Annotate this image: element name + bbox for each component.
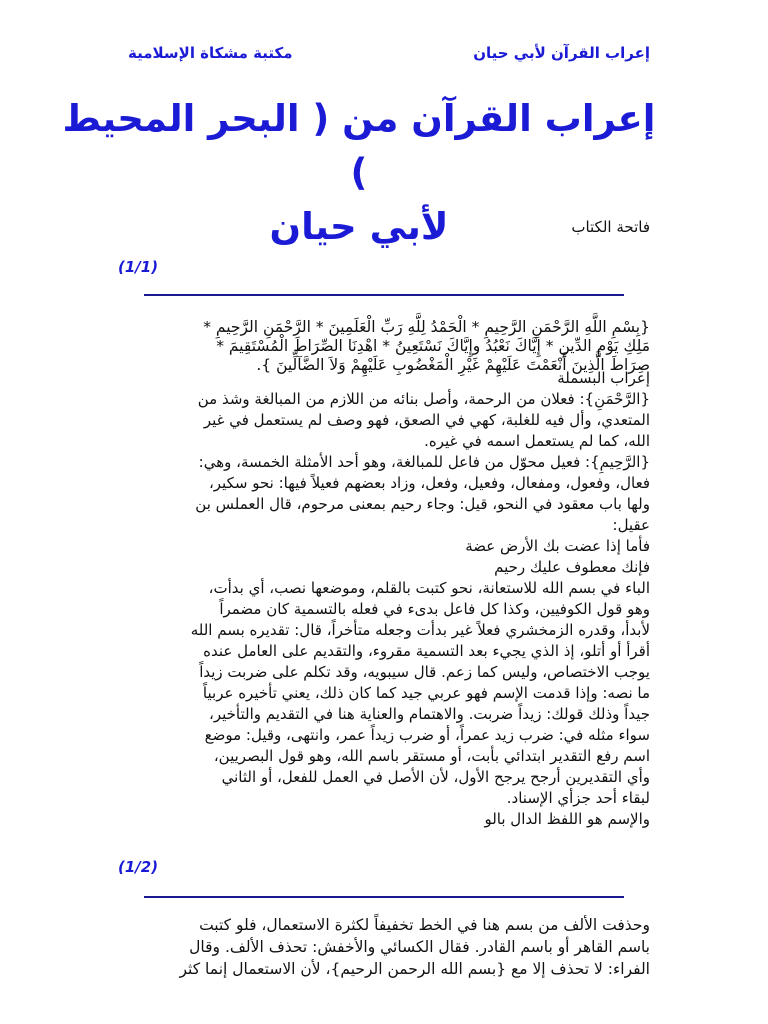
body-line: الله، كما لم يستعمل اسمه في غيره. [424,432,650,450]
verse-line: {بِسْمِ اللَّهِ الرَّحْمَنِ الرَّحِيمِ * الْحَمْدُ لِلَّهِ رَبِّ الْعَلَمِينَ * الرَّحْمَنِ الرَّحِيمِ * [203,318,650,336]
body-line: ولها باب معقود في النحو، قيل: وجاء رحيم بمعنى مرحوم، قال العملس بن [195,495,650,513]
page-divider-2 [144,896,624,898]
body-line: ما نصه: وإذا قدمت الإسم فهو عربي جيد كما كان ذلك، يعني تأخيره عربياً [202,684,650,702]
body-line: يوجب الاختصاص، وليس كما زعم. قال سيبويه، وقد تكلم على ضربت زيداً [199,663,650,681]
body-line: جيداً وذلك قولك: زيداً ضربت. والاهتمام والعناية هنا في التقديم والتأخير، [208,705,650,723]
body-line: لبقاء أحد جزأي الإسناد. [506,789,650,807]
page-number-2: (1/2) [118,858,159,876]
body-line: وهو قول الكوفيين، وكذا كل فاعل بدىء في فعله بالتسمية كان مضمراً [219,600,650,618]
running-header-library: مكتبة مشكاة الإسلامية [128,44,293,62]
section-heading-basmala: إعراب البسملة [557,369,650,387]
body-line: الباء في بسم الله للاستعانة، نحو كتبت بالقلم، وموضعها نصب، أي بدأت، [208,579,650,597]
book-title-line-2: لأبي حيان [269,205,449,248]
body-line: {الرَّحْمَنِ}: فعلان من الرحمة، وأصل بنائه من اللازم من المبالغة وشذ من [197,390,650,408]
body-line: فعال، وفعول، ومفعال، وفعيل، وفعل، وزاد بعضهم فعيلاً فيها: نحو سكير، [208,474,650,492]
body-line: سواء مثله في: ضرب زيد عمراً، أو ضرب زيداً عمر، وانتهى، وقيل: موضع [204,726,650,744]
commentary-continued [122,914,650,980]
body-line: باسم القاهر أو باسم القادر. فقال الكسائي والأخفش: تحذف الألف. وقال [189,938,650,956]
page-divider-1 [144,294,624,296]
poem-line: فأما إذا عضت بك الأرض عضة [465,537,650,555]
quran-verses-fatiha [122,318,650,375]
body-line: أقرأ أو أتلو، إذ الذي يجيء بعد التسمية مقروء، والتقديم على العامل عنده [203,642,650,660]
verse-line: مَلِكِ يَوْمِ الدِّينِ * إِيَّاكَ نَعْبُدُ وإِيَّاكَ نَسْتَعِينُ * اهْدِنَا الصِّرَاطَ الْمُسْتَقِيمَ * [216,337,650,355]
page-number-1: (1/1) [118,258,159,276]
body-line: {الرَّحِيمِ}: فعيل محوّل من فاعل للمبالغة، وهو أحد الأمثلة الخمسة، وهي: [198,453,650,471]
body-line: وأي التقديرين أرجح يرجح الأول، لأن الأصل في العمل للفعل، أو الثاني [221,768,650,786]
book-title [60,92,658,254]
poem-line: فإنك معطوف عليك رحيم [494,558,650,576]
book-title-line-1: إعراب القرآن من ( البحر المحيط ) [62,97,656,194]
body-line: عقيل: [612,516,650,534]
commentary-body [122,368,650,830]
verse-line: صِرَاطَ الَّذِينَ أَنْعَمْتَ عَلَيْهِمْ غَيْرِ الْمَغْضُوبِ عَلَيْهِمْ وَلاَ الضَّآلِّينَ }. [256,356,650,374]
body-line: الفراء: لا تحذف إلا مع {بسم الله الرحمن الرحيم}، لأن الاستعمال إنما كثر [179,960,650,978]
body-line: لأبدأ، وقدره الزمخشري فعلاً غير بدأت وجعله متأخراً، قال: تقديره بسم الله [190,621,650,639]
body-line: وحذفت الألف من بسم هنا في الخط تخفيفاً لكثرة الاستعمال، فلو كتبت [199,916,650,934]
running-header-book-title: إعراب القرآن لأبي حيان [473,44,650,62]
chapter-heading: فاتحة الكتاب [571,218,650,236]
body-line: اسم رفع التقدير ابتدائي بأبت، أو مستقر باسم الله، وهو قول البصريين، [213,747,650,765]
body-line: والإسم هو اللفظ الدال بالو [484,810,650,828]
body-line: المتعدي، وأل فيه للغلبة، كهي في الصعق، فهو وصف لم يستعمل في غير [203,411,650,429]
